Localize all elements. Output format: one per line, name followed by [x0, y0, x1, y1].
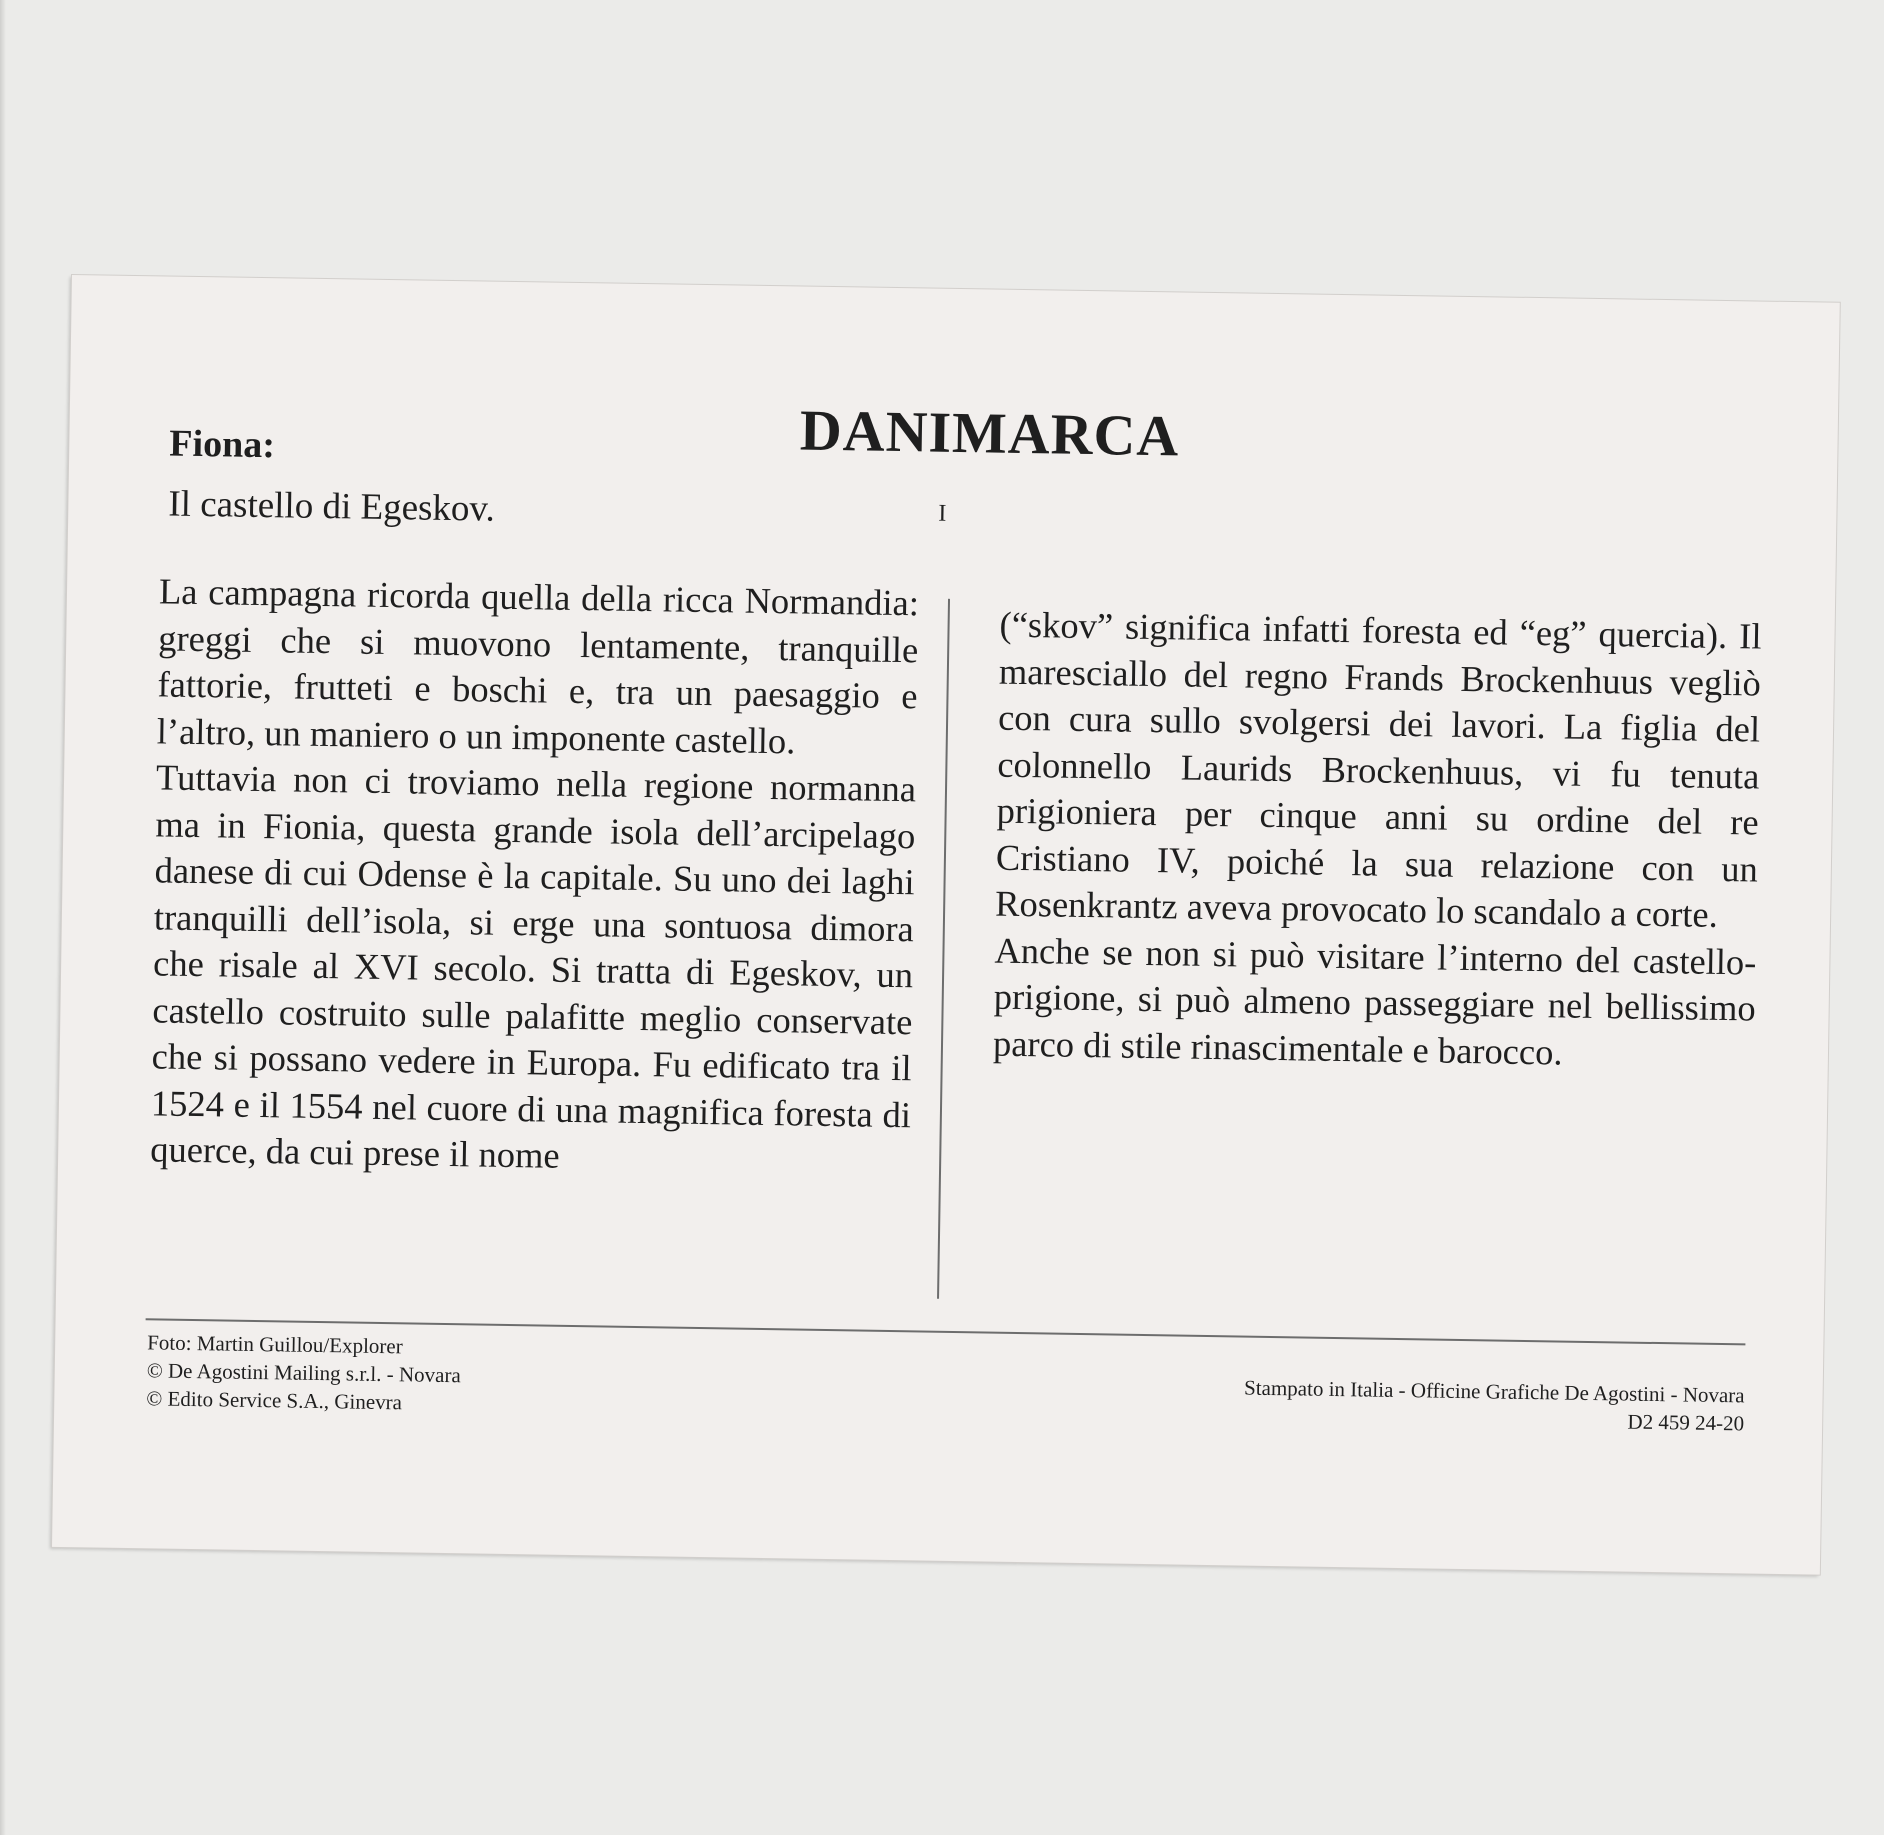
copyright-line-2: © Edito Service S.A., Ginevra	[146, 1386, 403, 1415]
right-paragraph-2: Anche se non si può visitare l’interno del castello-prigione, si può almeno passeggiare nel bellissimo parco di stile rinascimentale e barocco.	[992, 929, 1757, 1073]
right-paragraph-1: (“skov” significa infatti foresta ed “eg” quercia). Il maresciallo del regno Frands Brockenhuus vegliò con cura sullo svolgersi dei lavori. La figlia del colonnello Laurids Brockenhuus, vi fu tenuta prigioniera per cinque anni su ordine del re Cristiano IV, poiché la sua relazione con un Rosenkrantz aveva provocato lo scandalo a corte.	[994, 603, 1762, 935]
printer-block	[1104, 1371, 1745, 1437]
left-paragraph-2: Tuttavia non ci troviamo nella regione normanna ma in Fionia, questa grande isola dell’arcipelago danese di cui Odense è la capitale. Su uno dei laghi tranquilli dell’isola, si erge una sontuosa dimora che risale al XVI secolo. Si tratta di Egeskov, un castello costruito sulle palafitte meglio conservate che si possano vedere in Europa. Fu edificato tra il 1524 e il 1554 nel cuore di una magnifica foresta di querce, da cui prese il nome	[149, 756, 917, 1176]
credits-block	[146, 1328, 461, 1417]
photo-credit: Foto: Martin Guillou/Explorer	[147, 1330, 403, 1359]
postcard-back	[52, 275, 1840, 1575]
page-number: I	[938, 500, 947, 527]
left-text-column	[150, 568, 919, 1184]
card-subtitle: Il castello di Egeskov.	[168, 483, 496, 530]
left-paragraph-1: La campagna ricorda quella della ricca Normandia: greggi che si muovono lentamente, tranquille fattorie, frutteti e boschi e, tra un paesaggio e l’altro, un maniero o un imponente castello.	[156, 570, 920, 761]
product-code: D2 459 24-20	[1627, 1409, 1745, 1436]
region-heading: Fiona:	[169, 422, 276, 467]
column-divider	[937, 599, 950, 1299]
card-title: DANIMARCA	[799, 397, 1180, 469]
copyright-line-1: © De Agostini Mailing s.r.l. - Novara	[146, 1358, 461, 1388]
right-text-column	[993, 602, 1762, 1079]
printer-line: Stampato in Italia - Officine Grafiche De Agostini - Novara	[1243, 1375, 1745, 1408]
scan-edge-shadow	[0, 0, 6, 1835]
